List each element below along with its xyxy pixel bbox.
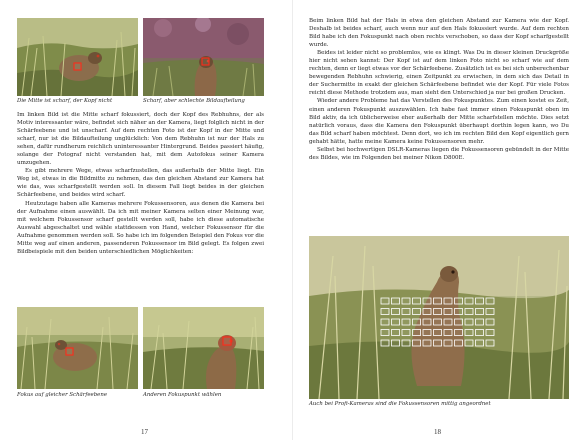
photo-same-focal-plane — [17, 307, 138, 389]
focus-sensor-box — [476, 340, 484, 346]
focus-sensor-box — [392, 309, 400, 315]
caption-other-focus-point: Anderen Fokuspunkt wählen — [143, 392, 222, 398]
focus-sensor-box — [434, 309, 442, 315]
focus-sensor-overlay — [309, 236, 569, 399]
focus-sensor-box — [486, 330, 494, 336]
focus-sensor-box — [434, 330, 442, 336]
focus-sensor-box — [423, 298, 431, 304]
focus-sensor-box — [423, 309, 431, 315]
focus-sensor-box — [434, 319, 442, 325]
focus-sensor-box — [413, 330, 421, 336]
focus-sensor-box — [444, 319, 452, 325]
left-paragraph-1: Im linken Bild ist die Mitte scharf fokussiert, doch der Kopf des Rebhuhns, der als Motiv interessanter wäre, befindet sich näher an der Kamera, liegt folglich nicht in der Schärfeebene und ist unscharf. Auf dem rechten Foto ist der Kopf in der Mitte und scharf, nur ist die Bildaufteilung unglücklich: Von dem Rebhuhn ist nur der Hals zu sehen, dafür rundherum reichlich uninteressanter Hintergrund. Beides passiert häufig, solange der Fotograf nicht verstanden hat, mit dem Autofokus seiner Kamera umzugehen. — [17, 112, 264, 167]
focus-sensor-box — [413, 309, 421, 315]
photo-focus-sensor-grid — [309, 236, 569, 399]
focus-sensor-box — [423, 330, 431, 336]
focus-sensor-box — [392, 319, 400, 325]
focus-sensor-box — [402, 330, 410, 336]
focus-sensor-box — [476, 319, 484, 325]
focus-sensor-box — [392, 298, 400, 304]
focus-sensor-box — [455, 319, 463, 325]
page-number-right: 18 — [434, 428, 441, 436]
photo-focus-center — [17, 18, 138, 96]
focus-sensor-box — [402, 319, 410, 325]
focus-sensor-box — [413, 340, 421, 346]
caption-focus-sensors: Auch bei Profi-Kameras sind die Fokussensoren mittig angeordnet — [309, 401, 491, 407]
focus-sensor-box — [413, 319, 421, 325]
focus-sensor-box — [402, 298, 410, 304]
left-paragraph-2: Es gibt mehrere Wege, etwas scharfzustellen, das außerhalb der Mitte liegt. Ein Weg ist, etwas in die Bildmitte zu nehmen, das den gleichen Abstand zur Kamera hat wie das, was scharfgestellt werden soll. In diesem Fall liegt beides in der gleichen Schärfeebene, und beides wird scharf. — [17, 168, 264, 199]
focus-sensor-box — [486, 340, 494, 346]
left-body-text — [17, 111, 264, 256]
photo-other-focus-point — [143, 307, 264, 389]
focus-sensor-box — [465, 319, 473, 325]
page-number-left: 17 — [141, 428, 148, 436]
focus-sensor-box — [381, 319, 389, 325]
focus-sensor-box — [444, 330, 452, 336]
focus-sensor-box — [413, 298, 421, 304]
photo-bad-composition — [143, 18, 264, 96]
left-paragraph-3: Heutzutage haben alle Kameras mehrere Fokussensoren, aus denen die Kamera bei der Aufnahme einen auswählt. Da ich mit meiner Kamera selten einer Meinung war, mit welchem Fokussensor scharf gestellt werden soll, habe ich diese automatische Auswahl abgeschaltet und wähle stattdessen von Hand, welcher Fokussensor für die Aufnahme genommen werden soll. So habe ich im folgenden Beispiel den Fokus vor die Mitte weg auf einen anderen, passenderen Fokussensor im Bild gelegt. Es folgen zwei Bildbeispiele mit den beiden unterschiedlichen Möglichkeiten: — [17, 200, 264, 255]
focus-sensor-box — [476, 309, 484, 315]
focus-sensor-box — [455, 340, 463, 346]
right-paragraph-1: Beim linken Bild hat der Hals in etwa den gleichen Abstand zur Kamera wie der Kopf. Deshalb ist beides scharf, auch wenn nur auf den Hals fokussiert wurde. Auf dem rechten Bild habe ich den Fokuspunkt nach oben rechts verschoben, so dass der Kopf scharfgestellt wurde. — [309, 18, 569, 49]
focus-sensor-box — [434, 298, 442, 304]
caption-bad-composition: Scharf, aber schlechte Bildaufteilung — [143, 98, 245, 104]
focus-sensor-box — [444, 298, 452, 304]
focus-sensor-box — [444, 340, 452, 346]
focus-sensor-box — [392, 330, 400, 336]
focus-sensor-box — [423, 319, 431, 325]
focus-sensor-box — [434, 340, 442, 346]
focus-sensor-box — [476, 330, 484, 336]
focus-sensor-box — [381, 340, 389, 346]
caption-same-focal-plane: Fokus auf gleicher Schärfeebene — [17, 392, 108, 398]
left-page — [0, 0, 292, 440]
focus-sensor-box — [486, 309, 494, 315]
focus-sensor-box — [465, 340, 473, 346]
focus-sensor-box — [381, 298, 389, 304]
focus-sensor-box — [486, 319, 494, 325]
right-paragraph-3: Wieder andere Probleme hat das Verstellen des Fokuspunktes. Zum einen kostet es Zeit, einen anderen Fokuspunkt auszuwählen. Ich habe fast immer einen Fokuspunkt oben im Bild aktiv, da ich üblicherweise eher außerhalb der Mitte scharfstellen möchte. Dies setzt natürlich voraus, dass die Kamera den Fokuspunkt überhaupt dorthin legen kann, wo Du das Bild scharf haben möchtest. Denn dort, wo ich im rechten Bild den Kopf eigentlich gern gehabt hätte, hatte meine Kamera keine Fokussensoren mehr. — [309, 98, 569, 145]
focus-sensor-box — [444, 309, 452, 315]
focus-sensor-box — [381, 330, 389, 336]
focus-sensor-box — [402, 340, 410, 346]
right-paragraph-4: Selbst bei hochwertigen DSLR-Kameras liegen die Fokussensoren gebündelt in der Mitte des Bildes, wie im Folgenden bei meiner Nikon D800E. — [309, 146, 569, 161]
focus-sensor-box — [402, 309, 410, 315]
focus-sensor-box — [465, 309, 473, 315]
right-body-text — [309, 17, 569, 162]
focus-sensor-box — [465, 298, 473, 304]
focus-sensor-box — [381, 309, 389, 315]
focus-sensor-box — [486, 298, 494, 304]
right-page — [293, 0, 585, 440]
focus-sensor-box — [476, 298, 484, 304]
focus-sensor-box — [455, 309, 463, 315]
focus-sensor-box — [465, 330, 473, 336]
right-paragraph-2: Beides ist leider nicht so problemlos, wie es klingt. Was Du in dieser kleinen Druckgröße hier nicht sehen kannst: Der Kopf ist auf dem linken Foto nicht so scharf wie auf dem rechten, denn er liegt etwas vor der Schärfeebene. Zusätzlich ist es bei sich unberechenbar bewegenden Rebhuhn schwierig, einen Zeitpunkt zu erwischen, in dem sich das Detail in der Suchermitte in exakt der gleichen Schärfeebene befindet wie der Kopf. Für viele Fotos reicht diese Methode trotzdem aus, man sieht den Unterschied ja nur bei großen Drucken. — [309, 50, 569, 97]
focus-sensor-box — [423, 340, 431, 346]
caption-focus-center: Die Mitte ist scharf, der Kopf nicht — [17, 98, 113, 104]
focus-sensor-box — [455, 330, 463, 336]
focus-sensor-box — [455, 298, 463, 304]
focus-sensor-box — [392, 340, 400, 346]
